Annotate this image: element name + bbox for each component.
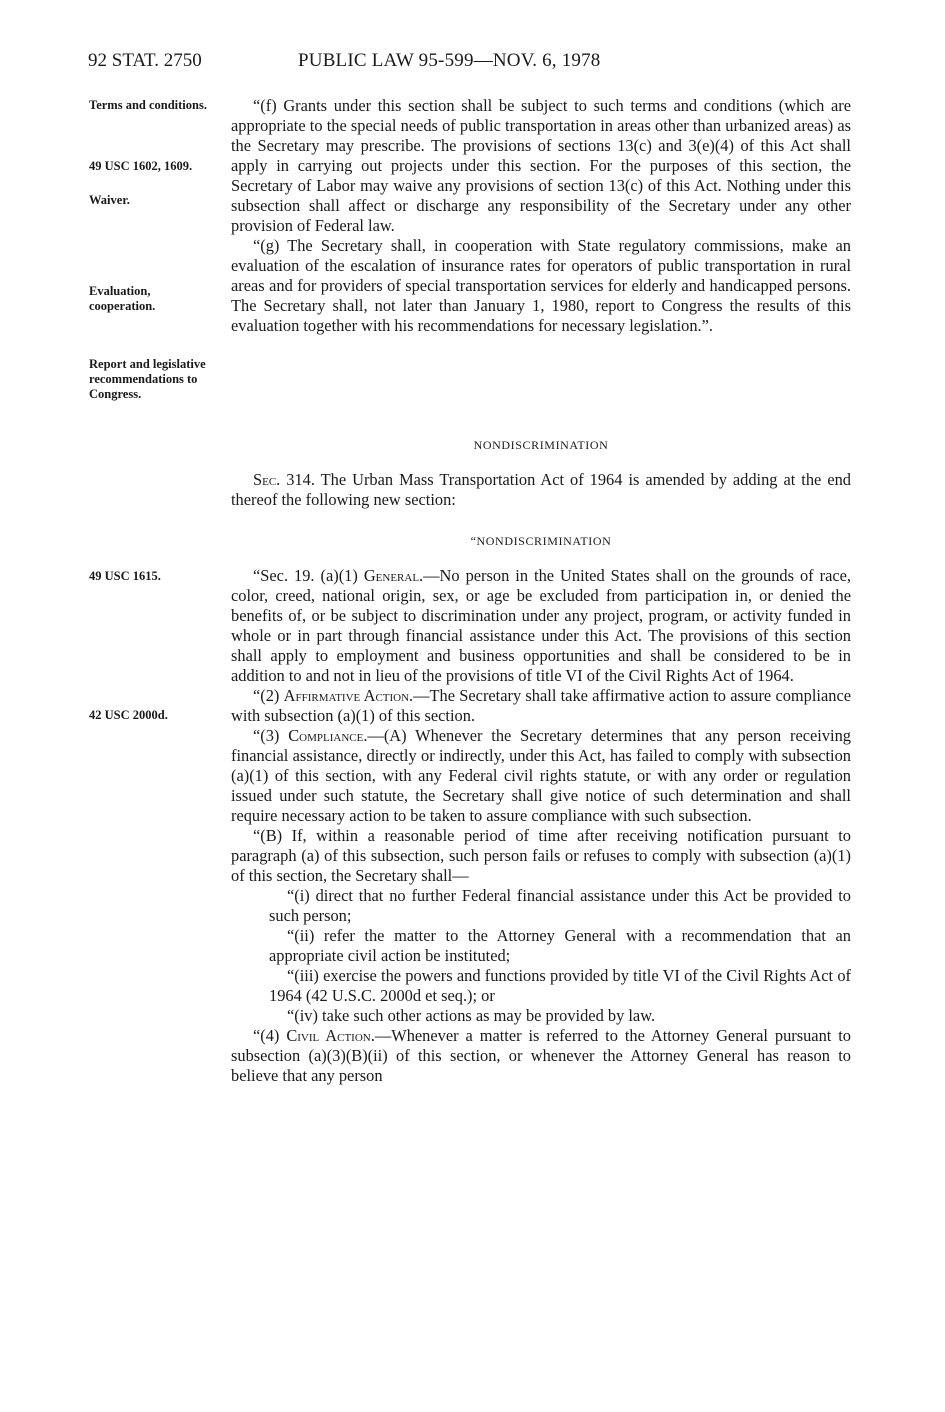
margin-note-evaluation: Evaluation, cooperation.	[89, 284, 156, 313]
sec-314-label: Sec.	[253, 470, 281, 489]
sec-19-lead: “Sec. 19. (a)(1)	[253, 566, 364, 585]
para-2-text: —The Secretary shall take affirmative action to assure compliance with subsection (a)(1) of this section.	[231, 686, 851, 725]
para-4-title: Civil Action.	[286, 1026, 375, 1045]
para-3-text: —(A) Whenever the Secretary determines that any person receiving financial assistance, directly or indirectly, under this Act, has failed to comply with subsection (a)(1) of this section, with any Federal civil rights statute, or with any order or regulation issued under such statute, the Secretary shall give notice of such determination and shall require necessary action to be taken to assure compliance with such subsection.	[231, 726, 851, 825]
margin-note-usc-1615: 49 USC 1615.	[89, 569, 161, 583]
para-4-lead: “(4)	[253, 1026, 287, 1045]
item-iii: “(iii) exercise the powers and functions provided by title VI of the Civil Rights Act of 1964 (42 U.S.C. 2000d et seq.); or	[269, 966, 851, 1005]
sec-19-text: —No person in the United States shall on the grounds of race, color, creed, national origin, sex, or age be excluded from participation in, or denied the benefits of, or be subject to discrimination under any project, program, or activity funded in whole or in part through financial assistance under this Act. The provisions of this section shall apply to employment and business opportunities and shall be considered to be in addition to and not in lieu of the provisions of title VI of the Civil Rights Act of 1964.	[231, 566, 852, 685]
para-2-lead: “(2)	[253, 686, 284, 705]
sec-19-paragraph	[231, 566, 851, 686]
margin-note-waiver: Waiver.	[89, 193, 130, 207]
sec-19-title: General.	[363, 566, 424, 585]
margin-note-report: Report and legislative recommendations to Congress.	[89, 357, 206, 401]
page-title: PUBLIC LAW 95-599—NOV. 6, 1978	[298, 50, 601, 71]
para-2-paragraph	[231, 686, 851, 726]
heading-nondiscrimination-quoted: “NONDISCRIMINATION	[470, 534, 612, 548]
margin-note-usc-1602: 49 USC 1602, 1609.	[89, 159, 193, 173]
body-text-upper	[231, 96, 851, 336]
sec-314-text: 314. The Urban Mass Transportation Act of 1964 is amended by adding at the end thereof the following new section:	[231, 470, 851, 509]
para-4-paragraph	[231, 1026, 851, 1086]
heading-nondiscrimination: NONDISCRIMINATION	[473, 438, 609, 452]
para-4-text: —Whenever a matter is referred to the Attorney General pursuant to subsection (a)(3)(B)(ii) of this section, or whenever the Attorney General has reason to believe that any person	[231, 1026, 852, 1085]
para-3-title: Compliance.	[288, 726, 368, 745]
item-i: “(i) direct that no further Federal financial assistance under this Act be provided to such person;	[269, 886, 851, 925]
section-g-paragraph: “(g) The Secretary shall, in cooperation with State regulatory commissions, make an evaluation of the escalation of insurance rates for operators of public transportation in rural areas and for providers of special transportation services for elderly and handicapped persons. The Secretary shall, not later than January 1, 1980, report to Congress the results of this evaluation together with his recommendations for necessary legislation.”.	[231, 236, 851, 335]
margin-note-usc-2000d: 42 USC 2000d.	[89, 708, 168, 722]
para-3-paragraph	[231, 726, 851, 826]
section-f-paragraph: “(f) Grants under this section shall be subject to such terms and conditions (which are appropriate to the special needs of public transportation in areas other than urbanized areas) as the Secretary may prescribe. The provisions of sections 13(c) and 3(e)(4) of this Act shall apply in carrying out projects under this section. For the purposes of this section, the Secretary of Labor may waive any provisions of section 13(c) of this Act. Nothing under this subsection shall affect or discharge any responsibility of the Secretary under any other provision of Federal law.	[231, 96, 851, 235]
stat-page-number: 92 STAT. 2750	[88, 50, 202, 71]
sec-314-paragraph	[231, 470, 851, 510]
item-ii: “(ii) refer the matter to the Attorney General with a recommendation that an appropriate civil action be instituted;	[269, 926, 851, 965]
body-text-lower	[231, 566, 851, 1086]
para-3b-paragraph: “(B) If, within a reasonable period of time after receiving notification pursuant to paragraph (a) of this subsection, such person fails or refuses to comply with subsection (a)(1) of this section, the Secretary shall—	[231, 826, 851, 885]
para-3-lead: “(3)	[253, 726, 289, 745]
margin-note-terms: Terms and conditions.	[89, 98, 207, 112]
item-iv: “(iv) take such other actions as may be provided by law.	[287, 1006, 656, 1025]
sec-314-block	[231, 470, 851, 510]
para-2-title: Affirmative Action.	[283, 686, 414, 705]
